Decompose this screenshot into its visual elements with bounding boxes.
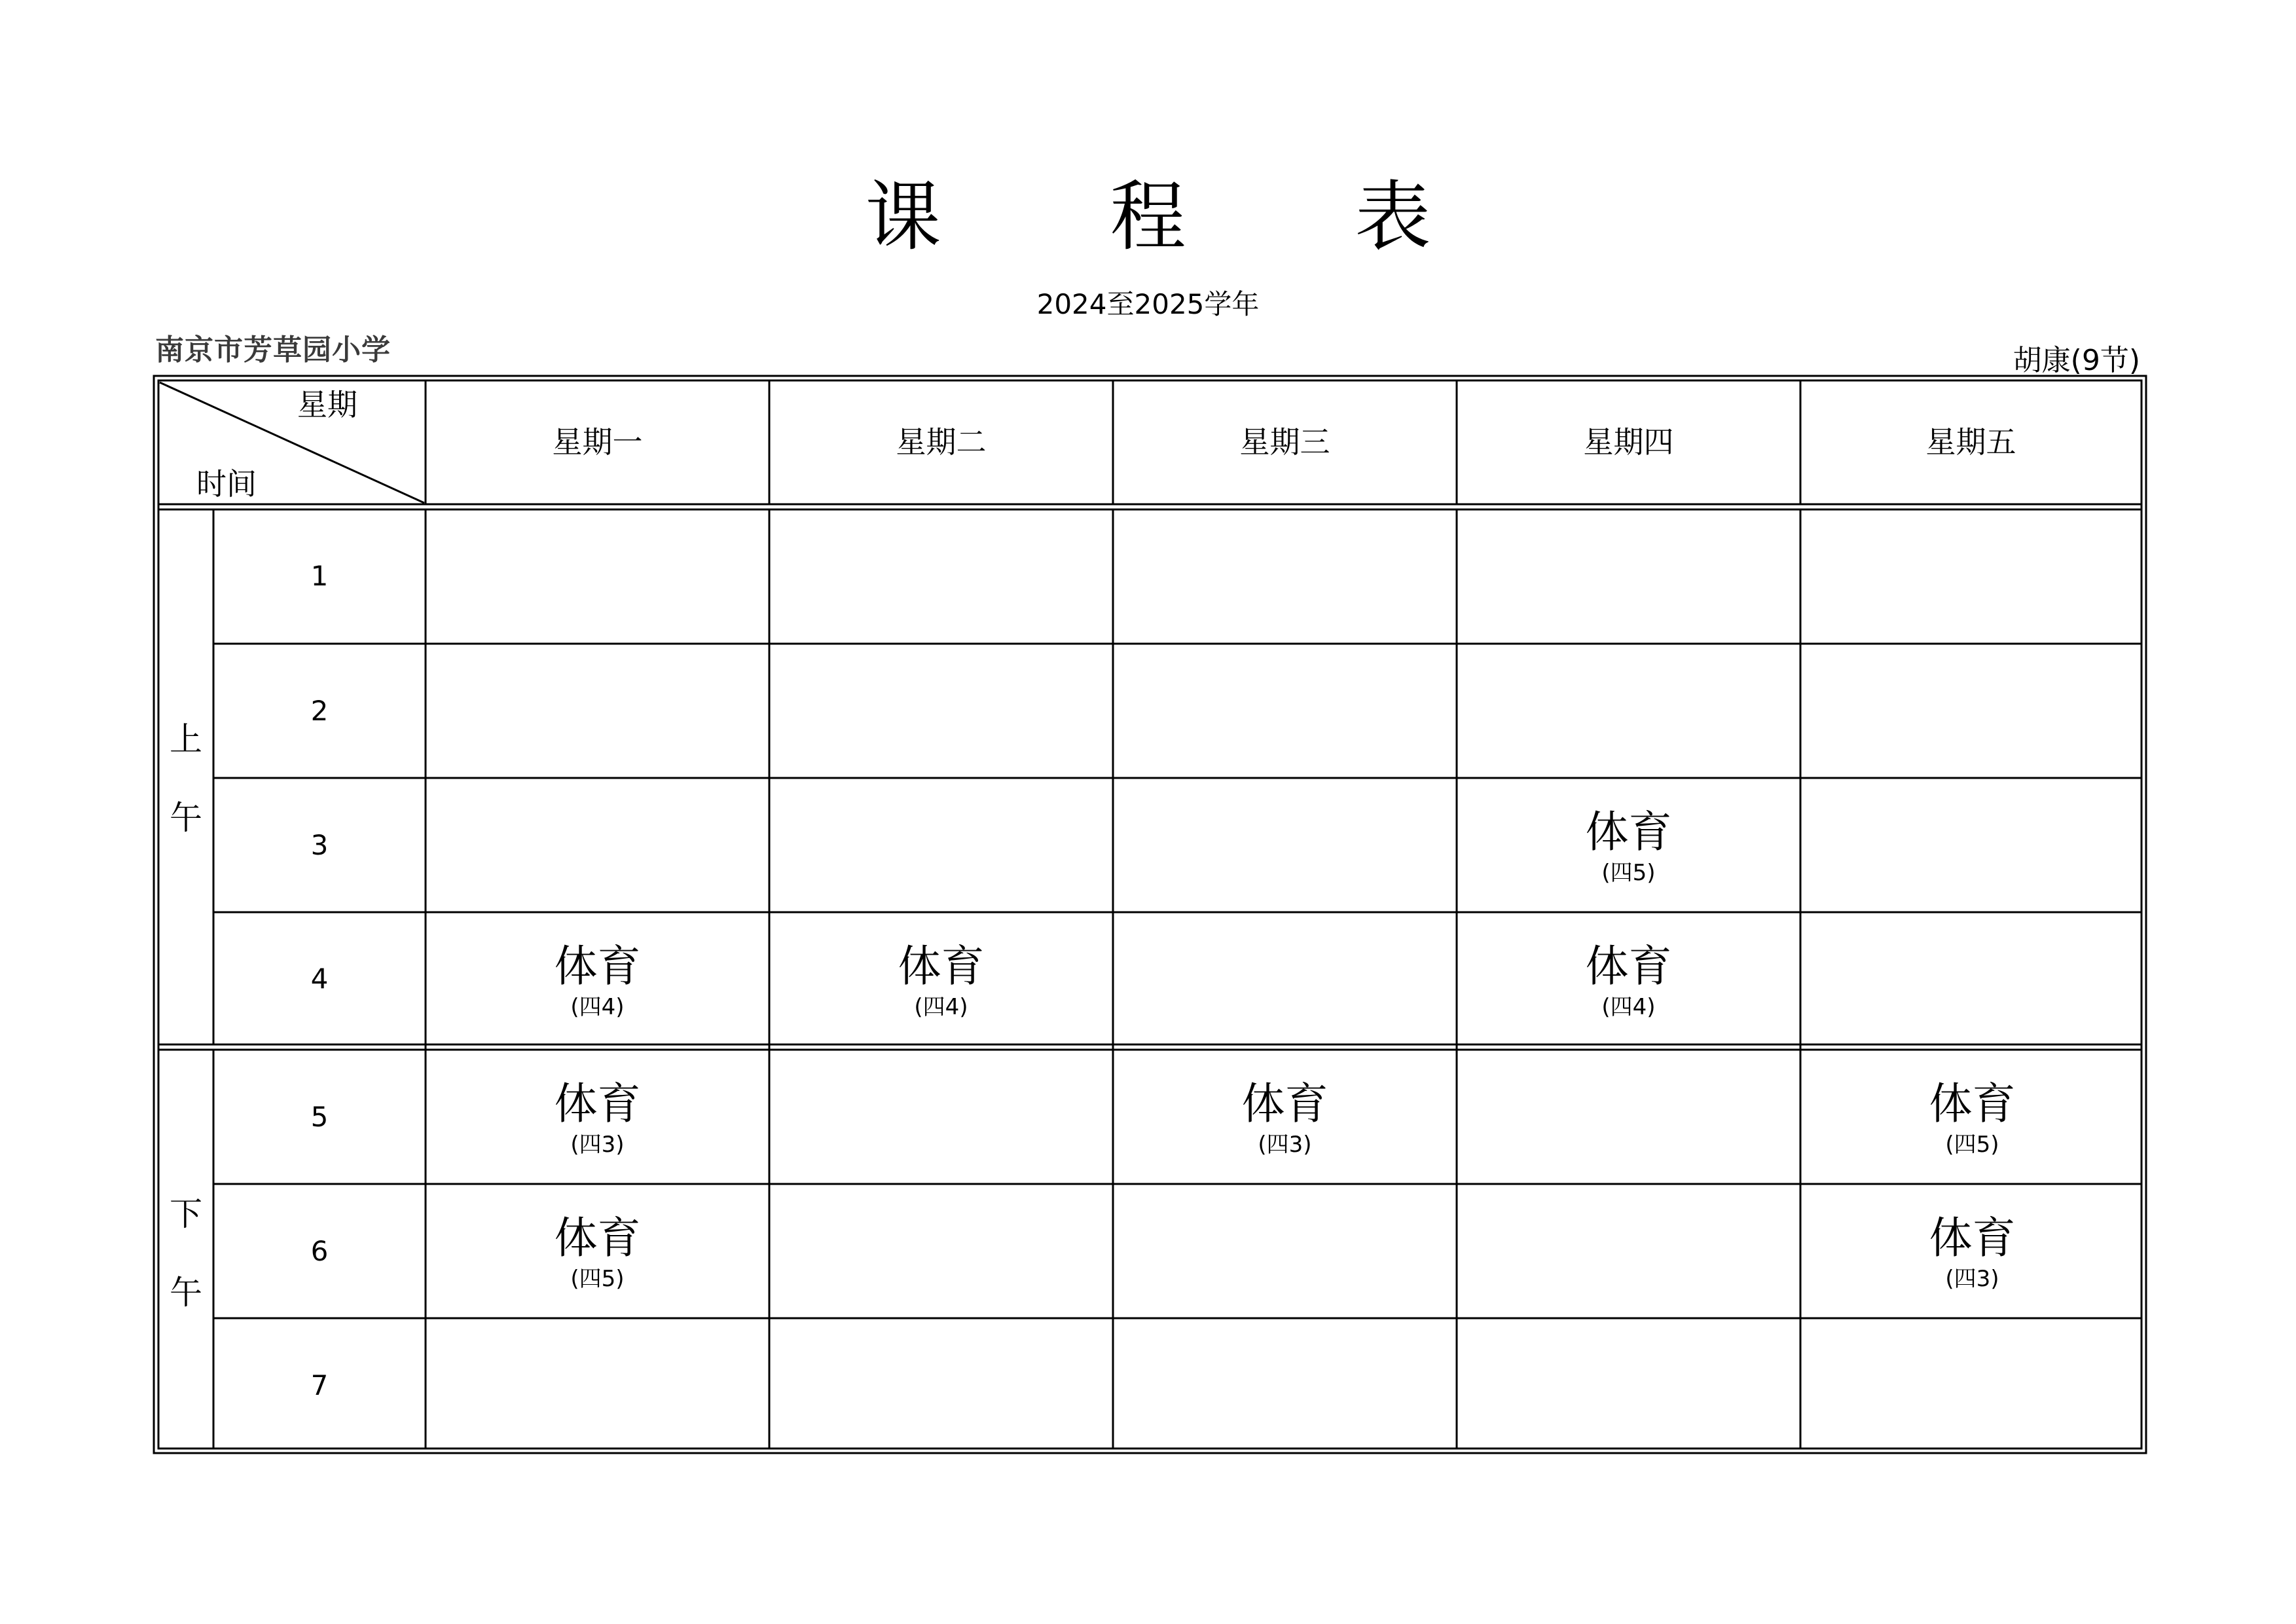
period-number: 6 xyxy=(310,1235,329,1267)
header-wednesday: 星期三 xyxy=(1239,424,1330,460)
corner-day-label: 星期 xyxy=(297,387,357,422)
lesson-class: (四4) xyxy=(570,994,625,1020)
lesson-subject: 体育 xyxy=(898,941,985,991)
lesson-subject: 体育 xyxy=(1585,941,1672,991)
lesson-class: (四3) xyxy=(1945,1266,1999,1292)
lesson-class: (四4) xyxy=(914,994,968,1020)
lesson-subject: 体育 xyxy=(1929,1079,2016,1129)
title-char-1: 课 xyxy=(865,173,941,261)
header-tuesday: 星期二 xyxy=(896,424,987,460)
period-number: 2 xyxy=(310,695,329,727)
corner-time-label: 时间 xyxy=(196,466,257,502)
lesson-class: (四5) xyxy=(1601,860,1656,886)
lesson-subject: 体育 xyxy=(1241,1079,1328,1129)
morning-label-char-2: 午 xyxy=(170,799,202,837)
lesson-class: (四3) xyxy=(570,1132,625,1158)
morning-label-char-1: 上 xyxy=(170,720,202,758)
lesson-class: (四5) xyxy=(1945,1132,1999,1158)
academic-year: 2024至2025学年 xyxy=(1036,288,1260,320)
period-number: 5 xyxy=(310,1101,329,1133)
lesson-class: (四3) xyxy=(1258,1132,1312,1158)
header-monday: 星期一 xyxy=(552,424,643,460)
period-number: 7 xyxy=(310,1369,329,1401)
period-number: 3 xyxy=(310,829,329,861)
lesson-subject: 体育 xyxy=(1929,1213,2016,1263)
lesson-subject: 体育 xyxy=(554,1079,641,1129)
school-name: 南京市芳草园小学 xyxy=(155,333,391,367)
lesson-subject: 体育 xyxy=(1585,807,1672,857)
lesson-class: (四4) xyxy=(1601,994,1656,1020)
lesson-class: (四5) xyxy=(570,1266,625,1292)
period-number: 1 xyxy=(310,560,329,592)
title-char-3: 表 xyxy=(1355,173,1431,261)
header-thursday: 星期四 xyxy=(1583,424,1674,460)
lesson-subject: 体育 xyxy=(554,941,641,991)
lesson-subject: 体育 xyxy=(554,1213,641,1263)
afternoon-label-char-1: 下 xyxy=(170,1195,202,1233)
teacher-name: 胡康(9节) xyxy=(2013,344,2140,377)
afternoon-label-char-2: 午 xyxy=(170,1274,202,1312)
header-friday: 星期五 xyxy=(1925,424,2016,460)
title-char-2: 程 xyxy=(1110,173,1186,261)
period-number: 4 xyxy=(310,963,329,995)
